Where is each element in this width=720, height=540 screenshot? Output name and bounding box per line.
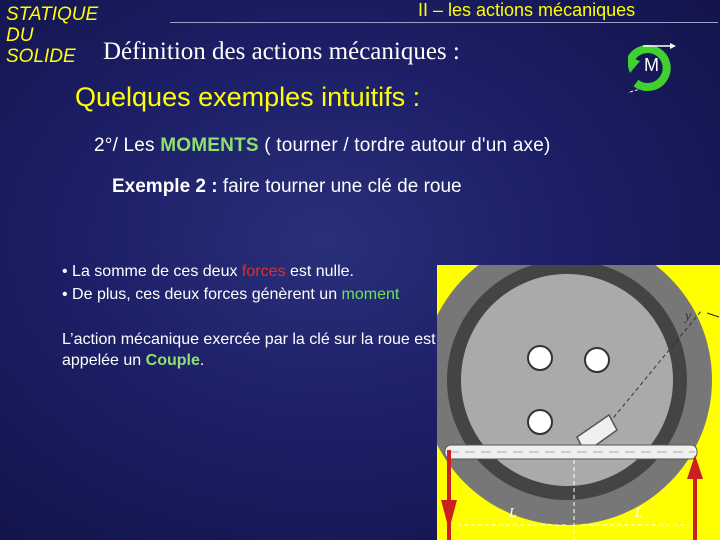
section-prefix: 2°/ Les bbox=[94, 135, 161, 156]
bullet-item bbox=[62, 260, 502, 283]
length-label-right: L bbox=[635, 506, 643, 521]
bullet-prefix: • La somme de ces deux bbox=[62, 263, 242, 280]
main-title: Définition des actions mécaniques : bbox=[103, 38, 460, 65]
section-suffix: ( tourner / tordre autour d'un axe) bbox=[258, 135, 551, 156]
couple-paragraph bbox=[62, 329, 472, 371]
section-heading bbox=[94, 135, 551, 157]
example-label: Exemple 2 : bbox=[112, 176, 218, 197]
bullet-highlight: forces bbox=[241, 263, 286, 280]
couple-suffix: . bbox=[199, 352, 205, 369]
axis-label: y bbox=[685, 309, 692, 324]
explanation-text bbox=[62, 260, 502, 371]
couple-prefix: L’action mécanique exercée par la clé sur la roue est appelée un bbox=[62, 331, 436, 369]
wheel-nut bbox=[528, 346, 552, 370]
header-divider bbox=[170, 22, 718, 23]
length-label-left: L bbox=[509, 506, 517, 521]
example-text: faire tourner une clé de roue bbox=[217, 176, 462, 197]
wheel-nut bbox=[585, 348, 609, 372]
section-title: II – les actions mécaniques bbox=[418, 0, 636, 20]
couple-highlight: Couple bbox=[145, 352, 200, 369]
moment-axis-line bbox=[628, 89, 640, 111]
wheel-nut bbox=[528, 410, 552, 434]
bullet-highlight: moment bbox=[341, 286, 400, 303]
example-heading bbox=[112, 176, 462, 198]
bullet-item bbox=[62, 283, 502, 306]
course-title: STATIQUE DU SOLIDE bbox=[6, 4, 99, 67]
bullet-suffix: est nulle. bbox=[285, 263, 354, 280]
moment-symbol-icon bbox=[628, 43, 718, 113]
moment-symbol-letter: M bbox=[644, 55, 659, 75]
bullet-prefix: • De plus, ces deux forces génèrent un bbox=[62, 286, 342, 303]
section-highlight: MOMENTS bbox=[160, 135, 259, 156]
vector-arrowhead bbox=[670, 43, 676, 49]
subtitle: Quelques exemples intuitifs : bbox=[75, 82, 421, 112]
